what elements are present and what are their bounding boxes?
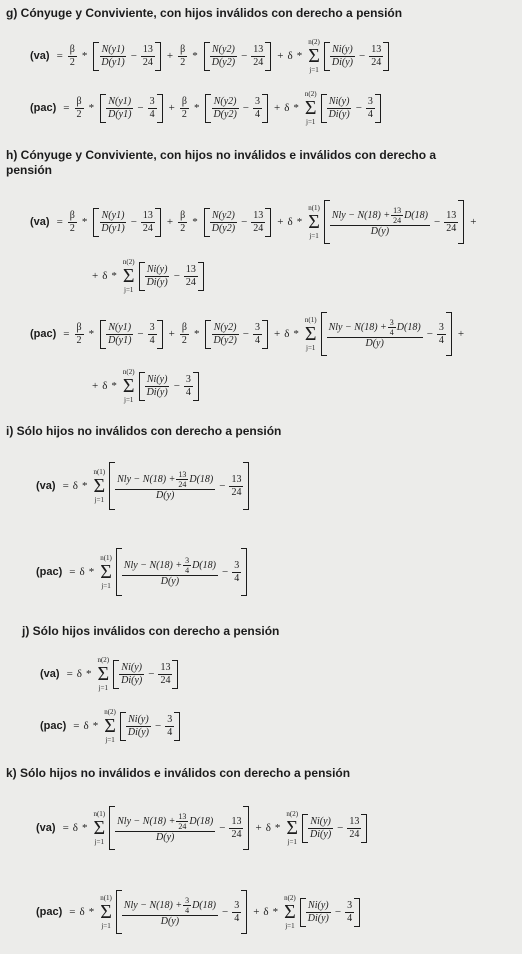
formula-g-va: (va) = $\frac{\beta}{2}$ * $\frac{N(y1)}{D(y1)}$ − $\frac{13}{24}$ + $\frac{\beta}{2}$ * $\frac{N(y2)}{D(y2)}$ − $\frac{13}{24}$ + δ * n(2) Σ j=1 $\frac{Ni(y)}{Di(y)}$ − $\frac{13}{24}$ [30, 38, 522, 74]
summation: n(2) Σ j=1 [308, 38, 320, 74]
bracket-term: $\frac{N(y1)}{D(y1)}$ − $\frac{13}{24}$ [93, 42, 161, 71]
formula-k-pac: (pac) = δ * n(1) Σ j=1 Nly − N(18) + $\frac{3}{4}$ D(18) D(y) − $\frac{3}{4}$ + δ * n(2) Σ j=1 $\frac{Ni(y)}{Di(y)}$ − $\frac{3}{4}$ [36, 890, 522, 934]
heading-j: j) Sólo hijos inválidos con derecho a pensión [22, 624, 280, 638]
bracket-term: $\frac{N(y1)}{D(y1)}$ − $\frac{13}{24}$ [93, 208, 161, 237]
bracket-big-term: Nly − N(18) + $\frac{3}{4}$ D(18) D(y) − $\frac{3}{4}$ [116, 890, 247, 934]
bracket-big-term: Nly − N(18) + $\frac{3}{4}$ D(18) D(y) − $\frac{3}{4}$ [321, 312, 452, 356]
formula-j-va: (va) = δ * n(2) Σ j=1 $\frac{Ni(y)}{Di(y)}$ − $\frac{13}{24}$ [40, 656, 522, 692]
bracket-term: $\frac{Ni(y)}{Di(y)}$ − $\frac{13}{24}$ [113, 660, 178, 689]
formula-h-pac: (pac) = $\frac{\beta}{2}$ * $\frac{N(y1)}{D(y1)}$ − $\frac{3}{4}$ + $\frac{\beta}{2}$ * $\frac{N(y2)}{D(y2)}$ − $\frac{3}{4}$ + δ * n(1) Σ j=1 Nly − N(18) + $\frac{3}{4}$ D(18) D(y) − $\frac{3}{4}$ + [30, 312, 522, 356]
fraction-beta-2: $\frac{\beta}{2}$ [180, 43, 186, 68]
bracket-term: $\frac{Ni(y)}{Di(y)}$ − $\frac{13}{24}$ [302, 814, 367, 843]
label-va: (va) [30, 50, 50, 62]
bracket-term: $\frac{Ni(y)}{Di(y)}$ − $\frac{3}{4}$ [300, 898, 360, 927]
formula-g-pac: (pac) = $\frac{\beta}{2}$ * $\frac{N(y1)}{D(y1)}$ − $\frac{3}{4}$ + $\frac{\beta}{2}$ * $\frac{N(y2)}{D(y2)}$ − $\frac{3}{4}$ + δ * n(2) Σ j=1 $\frac{Ni(y)}{Di(y)}$ − $\frac{3}{4}$ [30, 90, 522, 126]
bracket-big-term: Nly − N(18) + $\frac{3}{4}$ D(18) D(y) − $\frac{3}{4}$ [116, 548, 247, 596]
heading-g: g) Cónyuge y Conviviente, con hijos inválidos con derecho a pensión [6, 6, 403, 20]
formula-i-va: (va) = δ * n(1) Σ j=1 Nly − N(18) + $\frac{13}{24}$ D(18) D(y) − $\frac{13}{24}$ [36, 462, 522, 510]
heading-h: h) Cónyuge y Conviviente, con hijos no inválidos e inválidos con derecho a pensión [6, 148, 437, 177]
formula-h-va-cont: + δ * n(2) Σ j=1 $\frac{Ni(y)}{Di(y)}$ − $\frac{13}{24}$ [88, 258, 522, 294]
bracket-term: $\frac{N(y2)}{D(y2)}$ − $\frac{3}{4}$ [205, 94, 268, 123]
bracket-term: $\frac{Ni(y)}{Di(y)}$ − $\frac{3}{4}$ [139, 372, 199, 401]
formula-i-pac: (pac) = δ * n(1) Σ j=1 Nly − N(18) + $\frac{3}{4}$ D(18) D(y) − $\frac{3}{4}$ [36, 548, 522, 596]
heading-k: k) Sólo hijos no inválidos e inválidos con derecho a pensión [6, 766, 351, 780]
bracket-term: $\frac{N(y2)}{D(y2)}$ − $\frac{13}{24}$ [204, 42, 272, 71]
bracket-term: $\frac{Ni(y)}{Di(y)}$ − $\frac{3}{4}$ [321, 94, 381, 123]
fraction-beta-2: $\frac{\beta}{2}$ [69, 43, 75, 68]
bracket-term: $\frac{N(y1)}{D(y1)}$ − $\frac{3}{4}$ [100, 320, 163, 349]
formula-k-va: (va) = δ * n(1) Σ j=1 Nly − N(18) + $\frac{13}{24}$ D(18) D(y) − $\frac{13}{24}$ + δ * n(2) Σ j=1 $\frac{Ni(y)}{Di(y)}$ − $\frac{13}{24}$ [36, 806, 522, 850]
bracket-term: $\frac{N(y2)}{D(y2)}$ − $\frac{13}{24}$ [204, 208, 272, 237]
bracket-term: $\frac{Ni(y)}{Di(y)}$ − $\frac{3}{4}$ [120, 712, 180, 741]
bracket-term: $\frac{N(y1)}{D(y1)}$ − $\frac{3}{4}$ [100, 94, 163, 123]
formula-j-pac: (pac) = δ * n(2) Σ j=1 $\frac{Ni(y)}{Di(y)}$ − $\frac{3}{4}$ [40, 708, 522, 744]
bracket-big-term: Nly − N(18) + $\frac{13}{24}$ D(18) D(y) − $\frac{13}{24}$ [109, 462, 249, 510]
bracket-big-term: Nly − N(18) + $\frac{13}{24}$ D(18) D(y) − $\frac{13}{24}$ [109, 806, 249, 850]
bracket-term: $\frac{Ni(y)}{Di(y)}$ − $\frac{13}{24}$ [324, 42, 389, 71]
formula-h-va: (va) = $\frac{\beta}{2}$ * $\frac{N(y1)}{D(y1)}$ − $\frac{13}{24}$ + $\frac{\beta}{2}$ * $\frac{N(y2)}{D(y2)}$ − $\frac{13}{24}$ + δ * n(1) Σ j=1 Nly − N(18) + $\frac{13}{24}$ D(18) D(y) − $\frac{13}{24}$ + [30, 200, 522, 244]
bracket-term: $\frac{N(y2)}{D(y2)}$ − $\frac{3}{4}$ [205, 320, 268, 349]
equals-sign: = [56, 50, 63, 62]
heading-i: i) Sólo hijos no inválidos con derecho a pensión [6, 424, 282, 438]
bracket-big-term: Nly − N(18) + $\frac{13}{24}$ D(18) D(y) − $\frac{13}{24}$ [324, 200, 464, 244]
formula-h-pac-cont: + δ * n(2) Σ j=1 $\frac{Ni(y)}{Di(y)}$ − $\frac{3}{4}$ [88, 368, 522, 404]
bracket-term: $\frac{Ni(y)}{Di(y)}$ − $\frac{13}{24}$ [139, 262, 204, 291]
